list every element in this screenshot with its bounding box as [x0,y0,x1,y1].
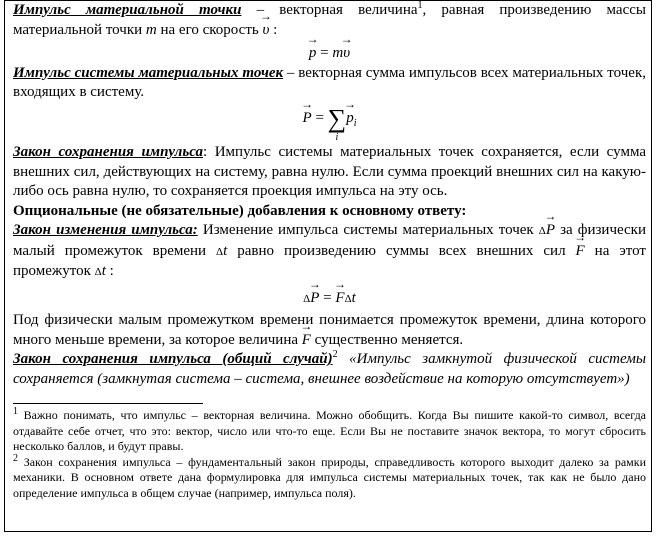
equals-sign: = [316,45,333,61]
term-system-momentum: Импульс системы материальных точек [13,64,284,81]
delta-symbol: Δ [303,292,311,305]
document-page [4,0,652,532]
footnote-ref-1[interactable]: 1 [417,0,423,11]
text: существенно меняется. [310,331,464,348]
text: : [269,21,278,38]
text: за физически малый промежуток времени [13,222,646,259]
subscript-i: i [353,117,357,129]
time-symbol: t [101,263,106,280]
force-vector: → F [335,289,344,309]
closed-system-quote: «Импульс замкнутой физической системы сохраняется (замкнутая система – система, внешнее воздействие на которую отсутствует») [13,351,646,387]
delta-symbol: Δ [538,225,546,238]
formula-point-momentum [13,44,646,64]
time-symbol: t [223,242,228,259]
text: – векторная величина [241,2,418,18]
particle-momentum-vector: → p [346,109,354,129]
equals-sign: = [319,289,336,306]
system-momentum-vector: → P [303,109,312,129]
time-symbol: t [351,289,356,306]
term-conservation-law: Закон сохранения импульса [13,144,203,161]
momentum-system-paragraph [13,64,646,103]
text: равно произведению суммы всех внешних сил [227,242,576,259]
optional-additions-heading: Опциональные (не обязательные) добавления к основному ответу: [13,202,467,219]
force-vector: → F [576,242,585,262]
text: Изменение импульса системы материальных точек [197,222,539,239]
small-interval-paragraph [13,311,646,350]
footnote-mark: 1 [13,406,18,418]
conservation-law-paragraph [13,143,646,202]
change-law-paragraph [13,221,646,283]
momentum-vector: → P [546,221,555,241]
momentum-vector: → P [310,289,319,309]
footnote-2 [13,452,646,502]
term-general-conservation: Закон сохранения импульса (общий случай) [13,351,333,368]
text: : [105,263,114,280]
velocity-vector-symbol: → υ [262,21,269,41]
delta-symbol: Δ [94,266,102,279]
momentum-point-paragraph [13,1,646,40]
sigma: ∑ [327,103,347,133]
text: на этот промежуток [13,242,646,280]
footnote-text: Важно понимать, что импульс – векторная величина. Можно обобщить. Когда Вы пишите какой-то символ, всегда отдавайте себе отчет, что это: вектор, число или что-то еще. Если Вы не поставите значок вектора, то могут сбросить несколько баллов, и будут правы. [13,408,646,454]
momentum-vector: → p [309,44,317,64]
text: на его скорость [156,21,263,38]
term-point-momentum: Импульс материальной точки [13,2,242,18]
text: : Импульс системы материальных точек сохраняется, если сумма внешних сил, действующих на систему, равна нулю. Если сумма проекций внешних сил на какую-либо ось равна нулю, то сохраняется проекция импульса на эту ось. [13,144,646,200]
text: – векторная сумма импульсов всех материальных точек, входящих в систему. [13,64,646,100]
footnote-separator [13,403,203,404]
term-change-law: Закон изменения импульса: [13,222,198,239]
mass-symbol: m [145,21,157,38]
delta-symbol: Δ [344,292,352,305]
text: Под физически малым промежутком времени понимается промежуток времени, длина которого много меньше времени, за которое величина [13,312,646,348]
footnote-mark: 2 [13,452,18,464]
equals-sign: = [311,109,328,126]
text: , равная произведению массы материальной точки [13,2,646,38]
formula-change-law [13,289,646,310]
velocity-vector: → υ [343,44,350,64]
general-conservation-paragraph [13,350,646,389]
mass-symbol: m [332,45,344,61]
formula-system-momentum [13,103,646,143]
force-vector: → F [302,331,311,351]
delta-symbol: Δ [216,245,224,258]
sum-index: i [335,131,339,143]
footnote-text: Закон сохранения импульса – фундаментальный закон природы, справедливость которого выходит далеко за рамки механики. В основном ответе дана формулировка для импульса системы материальных точек, так как не было дано определение импульса в общем случае (например, импульса поля). [13,454,646,500]
footnote-1 [13,408,646,455]
footnote-ref-2[interactable]: 2 [332,349,338,361]
